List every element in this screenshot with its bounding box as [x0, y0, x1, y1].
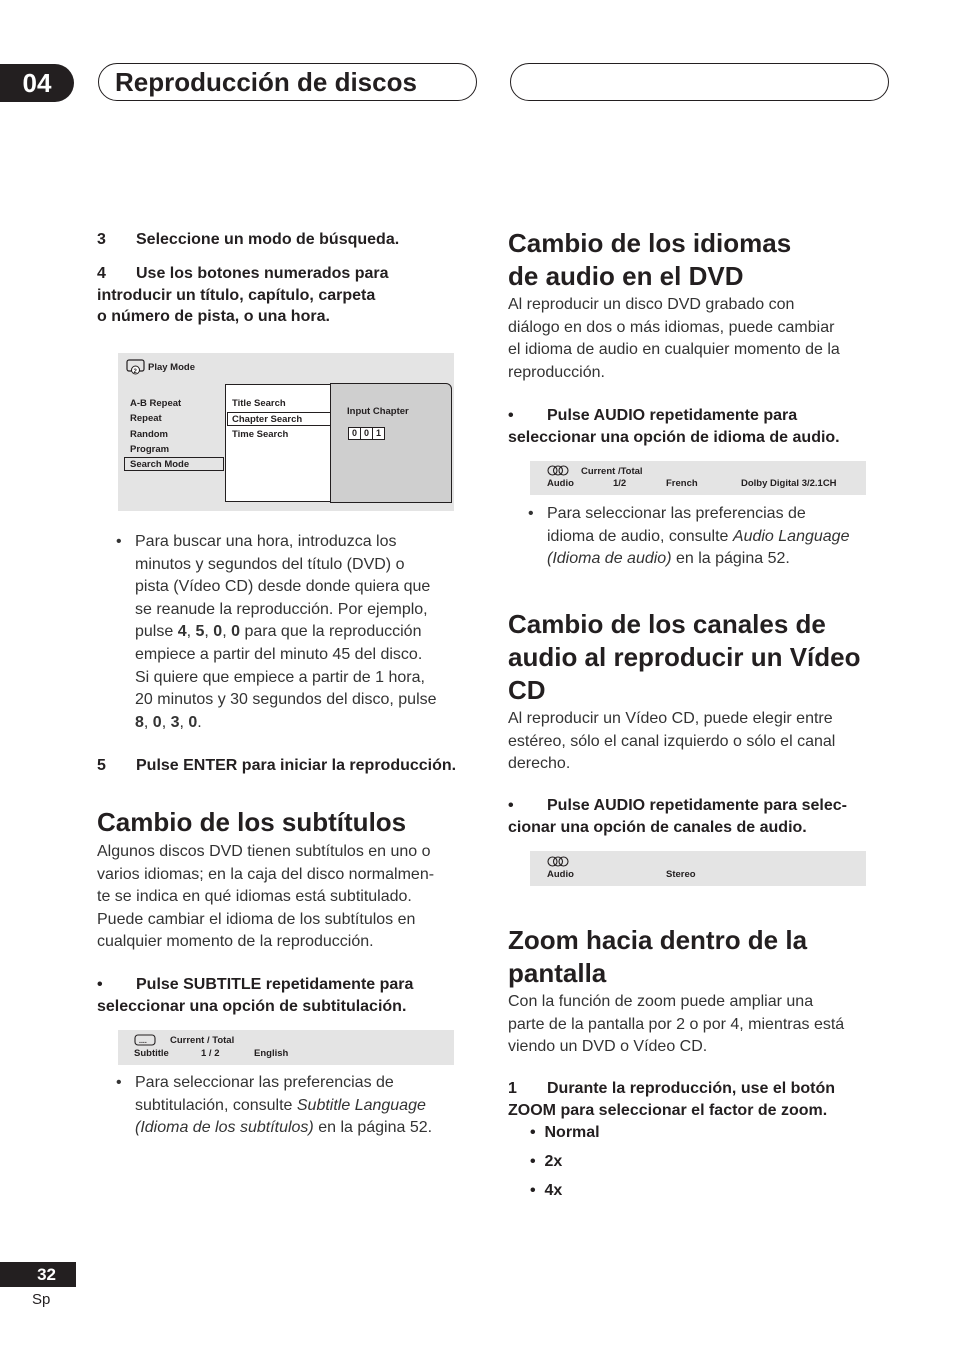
audio-icon: [547, 465, 569, 476]
audio-lang-osd: Current /Total Audio 1/2 French Dolby Digital 3/2.1CH: [530, 461, 866, 495]
subtitle-step: • Pulse SUBTITLE repetidamente para seleccionar una opción de subtitulación.: [97, 976, 414, 1015]
digit-3: 1: [372, 427, 385, 440]
chapter-number-tab: 04: [0, 64, 74, 102]
svg-text:2: 2: [133, 369, 137, 375]
play-mode-osd: [118, 353, 454, 511]
audio-lang-body: Al reproducir un disco DVD grabado con diálogo en dos o más idiomas, puede cambiar el idioma de audio en cualquier momento de la reproducción.: [508, 296, 840, 381]
audio-channels-step: • Pulse AUDIO repetidamente para selec- cionar una opción de canales de audio.: [508, 797, 847, 836]
osd-title: Play Mode: [148, 362, 195, 373]
time-search-bullet: • Para buscar una hora, introduzca los minutos y segundos del título (DVD) o pista (Vídeo CD) desde donde quiera que se reanude la reproducción. Por ejemplo, pulse 4, 5, 0, 0 para que la reproducción empiece a partir del minuto 45 del disco. Si quiere que empiece a partir de 1 hora, 20 minutos y 30 segundos del disco, pulse 8, 0, 3, 0.: [116, 533, 437, 731]
digit-2: 0: [360, 427, 373, 440]
zoom-heading: Zoom hacia dentro de la pantalla: [508, 925, 808, 988]
chapter-title-box: [98, 63, 477, 101]
subtitle-pref-bullet: • Para seleccionar las preferencias de subtitulación, consulte Subtitle Language (Idioma de los subtítulos) en la página 52.: [116, 1074, 433, 1137]
audio-channels-body: Al reproducir un Vídeo CD, puede elegir entre estéreo, sólo el canal izquierdo o sólo el canal derecho.: [508, 710, 836, 773]
digit-1: 0: [348, 427, 361, 440]
step-5: 5 Pulse ENTER para iniciar la reproducción.: [97, 757, 457, 774]
language-code: Sp: [32, 1291, 51, 1308]
input-label: Input Chapter: [347, 406, 409, 417]
menu-item-search-mode[interactable]: Search Mode: [124, 457, 224, 471]
audio-icon: [547, 856, 569, 867]
empty-header-box: [510, 63, 889, 101]
zoom-option-2x: • 2x: [530, 1153, 563, 1170]
step-3: 3 Seleccione un modo de búsqueda.: [97, 231, 400, 248]
chapter-title: Reproducción de discos: [115, 67, 417, 97]
subtitle-osd: .... Current / Total Subtitle 1 / 2 English: [118, 1030, 454, 1065]
zoom-option-4x: • 4x: [530, 1182, 563, 1199]
zoom-step-1: 1 Durante la reproducción, use el botón ZOOM para seleccionar el factor de zoom.: [508, 1080, 836, 1119]
page-number: 32: [0, 1262, 76, 1287]
search-submenu: [225, 384, 333, 502]
audio-channels-osd: Audio Stereo: [530, 851, 866, 886]
audio-lang-step: • Pulse AUDIO repetidamente para seleccionar una opción de idioma de audio.: [508, 407, 840, 446]
menu-item-random[interactable]: Random: [130, 429, 168, 440]
zoom-body: Con la función de zoom puede ampliar una parte de la pantalla por 2 o por 4, mientras está viendo un DVD o Vídeo CD.: [508, 993, 845, 1056]
menu-item-ab-repeat[interactable]: A-B Repeat: [130, 398, 182, 409]
audio-pref-bullet: • Para seleccionar las preferencias de idioma de audio, consulte Audio Language (Idioma de audio) en la página 52.: [528, 505, 850, 568]
input-panel: [330, 383, 452, 503]
submenu-title-search[interactable]: Title Search: [232, 398, 286, 409]
submenu-time-search[interactable]: Time Search: [232, 429, 289, 440]
audio-lang-heading: Cambio de los idiomas de audio en el DVD: [508, 228, 792, 291]
play-mode-icon: [126, 359, 146, 375]
zoom-option-normal: • Normal: [530, 1124, 600, 1141]
audio-channels-heading: Cambio de los canales de audio al reproducir un Vídeo CD: [508, 609, 861, 705]
digit-input[interactable]: [348, 427, 384, 440]
step-4: 4 Use los botones numerados para introducir un título, capítulo, carpeta o número de pista, o una hora.: [97, 265, 389, 325]
menu-item-program[interactable]: Program: [130, 444, 170, 455]
submenu-chapter-search[interactable]: Chapter Search: [227, 412, 332, 426]
subtitles-heading: Cambio de los subtítulos: [97, 807, 407, 837]
subtitles-body: Algunos discos DVD tienen subtítulos en uno o varios idiomas; en la caja del disco normalmen- te se indica en qué idiomas está subtitulado. Puede cambiar el idioma de los subtítulos en cualquier momento de la reproducción.: [97, 843, 435, 951]
svg-text:....: ....: [139, 1038, 147, 1045]
subtitle-icon: [134, 1034, 156, 1046]
menu-item-repeat[interactable]: Repeat: [130, 413, 162, 424]
